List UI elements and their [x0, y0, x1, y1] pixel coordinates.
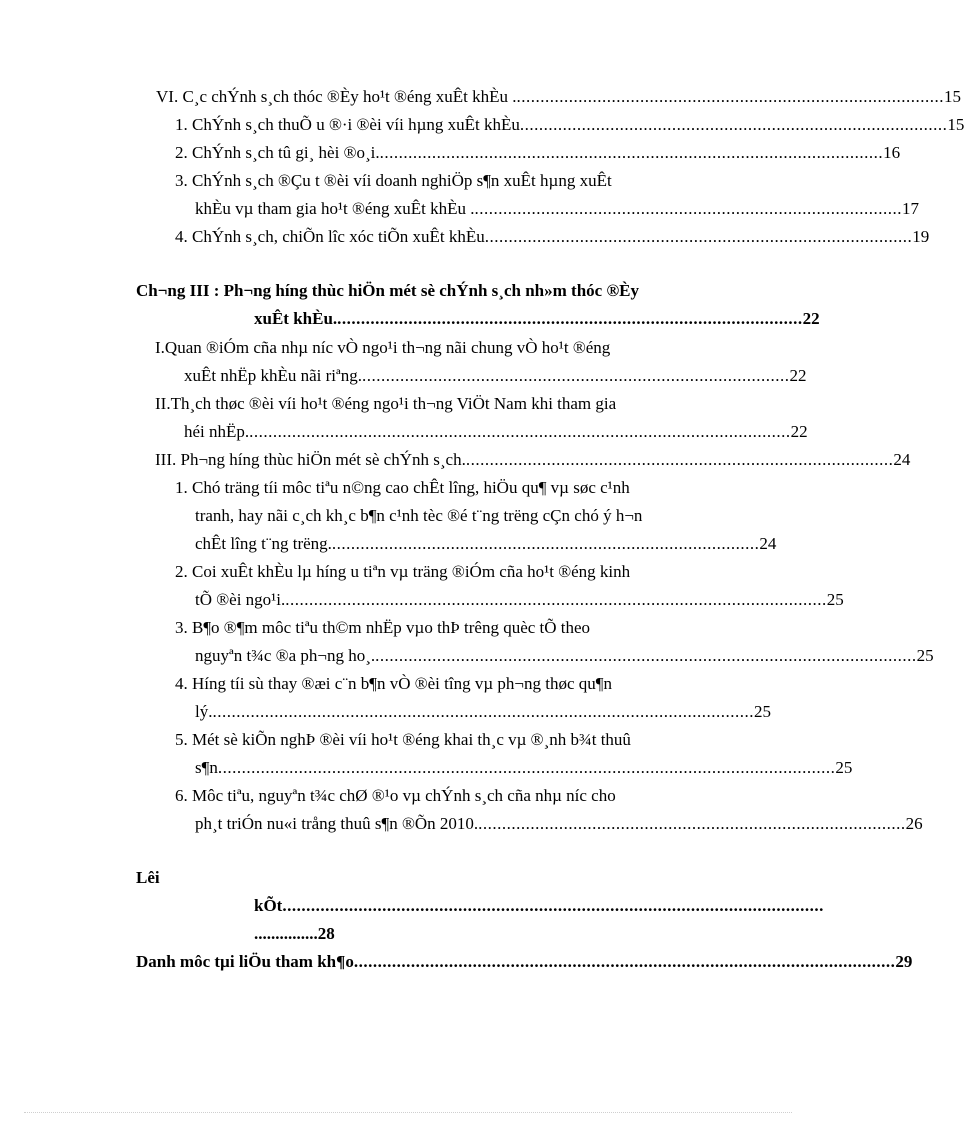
toc-entry-text: III. Ph¬ng híng thùc hiÖn mét sè chÝnh s¸ch.: [155, 450, 466, 469]
toc-item-3-line1[interactable]: [175, 617, 756, 639]
toc-entry-text: Danh môc tµi liÖu tham kh¶o: [136, 952, 354, 971]
toc-conclusion-line2[interactable]: [254, 895, 824, 917]
toc-chapter-3-line1[interactable]: [136, 280, 756, 302]
toc-entry-text: kÕt: [254, 896, 283, 915]
toc-leader-dots: ..........................................................................................: [478, 814, 906, 833]
toc-page-number: 25: [916, 646, 934, 665]
toc-entry-6-3-line2[interactable]: [195, 198, 919, 220]
toc-entry-text: VI. C¸c chÝnh s¸ch thóc ®Èy ho¹t ®éng xuÊt khÈu .: [156, 87, 517, 106]
toc-page-number: 24: [759, 534, 777, 553]
toc-entry-text: Lêi: [136, 868, 160, 887]
toc-entry-3-2-line1[interactable]: [155, 393, 756, 415]
toc-entry-text: I.Quan ®iÓm cña nhµ níc vÒ ngo¹i th¬ng nãi chung vÒ ho¹t ®éng: [155, 338, 611, 357]
toc-page-number: 15: [947, 115, 964, 134]
toc-entry-text: Ch¬ng III : Ph¬ng híng thùc hiÖn mét sè chÝnh s¸ch nh»m thóc ®Èy: [136, 281, 639, 300]
toc-leader-dots: ..................................................................................................................: [212, 702, 754, 721]
toc-entry-text: s¶n: [195, 758, 218, 777]
toc-entry-text: xuÊt khÈu.: [254, 309, 338, 328]
toc-page-number: 17: [901, 199, 919, 218]
toc-leader-dots: ..........................................................................................: [484, 227, 913, 246]
toc-leader-dots: ..................................................................................................................: [249, 422, 791, 441]
toc-item-2-line2[interactable]: [195, 589, 844, 611]
toc-entry-text: nguyªn t¾c ®a ph¬ng ho¸.: [195, 646, 376, 665]
toc-entry-text: 3. B¶o ®¶m môc tiªu th©m nhËp vµo thÞ trêng quèc tÕ theo: [175, 618, 591, 637]
toc-page-number: 22: [790, 422, 808, 441]
toc-entry-text: ph¸t triÓn nu«i trång thuû s¶n ®Õn 2010.: [195, 814, 479, 833]
toc-page-number: 26: [905, 814, 923, 833]
toc-leader-dots: ..................................................................................................................................: [217, 758, 836, 777]
toc-item-5-line1[interactable]: [175, 729, 756, 751]
toc-entry-text: lý.: [195, 702, 213, 721]
toc-item-1-line1[interactable]: [175, 477, 756, 499]
page-bottom-rule: [24, 1112, 792, 1113]
toc-leader-dots: ..................................................................................................: [337, 309, 803, 328]
toc-conclusion-line1[interactable]: [136, 867, 256, 889]
toc-page-number: 22: [789, 366, 807, 385]
toc-entry-3-1-line1[interactable]: [155, 337, 756, 359]
toc-leader-dots: ...............: [254, 924, 318, 943]
toc-entry-text: 2. ChÝnh s¸ch tû gi¸ hèi ®o¸i.: [175, 143, 380, 162]
toc-item-1-line3[interactable]: [195, 533, 777, 555]
toc-page-number: 24: [893, 450, 911, 469]
toc-item-6-line1[interactable]: [175, 785, 756, 807]
toc-item-4-line2[interactable]: [195, 701, 771, 723]
toc-leader-dots: ..........................................................................................: [474, 199, 902, 218]
toc-entry-text: 3. ChÝnh s¸ch ®Çu t ®èi víi doanh nghiÖp s¶n xuÊt hµng xuÊt: [175, 171, 612, 190]
toc-page-number: 22: [802, 309, 820, 328]
toc-entry-text: xuÊt nhËp khÈu nãi riªng.: [184, 366, 362, 385]
toc-entry-text: tranh, hay nãi c¸ch kh¸c b¶n c¹nh tèc ®é t¨ng trëng cÇn chó ý h¬n: [195, 506, 643, 525]
toc-item-5-line2[interactable]: [195, 757, 853, 779]
toc-entry-3-1-line2[interactable]: [184, 365, 807, 387]
toc-page-number: 16: [883, 143, 901, 162]
toc-leader-dots: ..........................................................................................: [361, 366, 790, 385]
toc-entry-3-2-line2[interactable]: [184, 421, 808, 443]
toc-entry-6-3-line1[interactable]: [175, 170, 756, 192]
toc-leader-dots: ..........................................................................................: [331, 534, 760, 553]
toc-page-number: 28: [317, 924, 335, 943]
toc-entry-text: 1. Chó träng tíi môc tiªu n©ng cao chÊt lîng, hiÖu qu¶ vµ søc c¹nh: [175, 478, 630, 497]
toc-entry-section-6[interactable]: [156, 86, 961, 108]
toc-chapter-3-line2[interactable]: [254, 308, 820, 330]
toc-item-3-line2[interactable]: [195, 645, 934, 667]
toc-item-1-line2[interactable]: [195, 505, 756, 527]
toc-entry-3-3[interactable]: [155, 449, 911, 471]
toc-item-2-line1[interactable]: [175, 561, 756, 583]
toc-leader-dots: ..................................................................................................................: [375, 646, 917, 665]
toc-entry-text: 4. Híng tíi sù thay ®æi c¨n b¶n vÒ ®èi tîng vµ ph¬ng thøc qu¶n: [175, 674, 612, 693]
toc-leader-dots: ..........................................................................................: [519, 115, 948, 134]
toc-entry-text: 6. Môc tiªu, nguyªn t¾c chØ ®¹o vµ chÝnh s¸ch cña nhµ níc cho: [175, 786, 616, 805]
toc-entry-text: khÈu vµ tham gia ho¹t ®éng xuÊt khÈu .: [195, 199, 475, 218]
toc-entry-text: 1. ChÝnh s¸ch thuÕ u ®·i ®èi víi hµng xuÊt khÈu: [175, 115, 520, 134]
toc-references[interactable]: [136, 951, 913, 973]
toc-entry-text: 4. ChÝnh s¸ch, chiÕn lîc xóc tiÕn xuÊt khÈu: [175, 227, 485, 246]
toc-leader-dots: ..................................................................................................................: [282, 896, 824, 915]
toc-leader-dots: ..................................................................................................................: [285, 590, 827, 609]
toc-entry-6-4[interactable]: [175, 226, 930, 248]
toc-item-6-line2[interactable]: [195, 813, 923, 835]
toc-leader-dots: ..........................................................................................: [465, 450, 894, 469]
toc-page-number: 15: [943, 87, 961, 106]
toc-entry-text: héi nhËp.: [184, 422, 250, 441]
toc-entry-6-2[interactable]: [175, 142, 901, 164]
toc-entry-text: chÊt lîng t¨ng trëng.: [195, 534, 332, 553]
toc-entry-text: tÕ ®èi ngo¹i.: [195, 590, 286, 609]
toc-leader-dots: ..........................................................................................................: [379, 143, 884, 162]
toc-item-4-line1[interactable]: [175, 673, 756, 695]
toc-page-number: 29: [895, 952, 913, 971]
toc-page-number: 25: [835, 758, 853, 777]
toc-conclusion-line3[interactable]: [254, 923, 414, 945]
toc-page-number: 25: [753, 702, 771, 721]
toc-page-number: 25: [826, 590, 844, 609]
toc-entry-text: 2. Coi xuÊt khÈu lµ híng u tiªn vµ träng ®iÓm cña ho¹t ®éng kinh: [175, 562, 631, 581]
toc-entry-6-1[interactable]: [175, 114, 964, 136]
toc-leader-dots: ..........................................................................................: [516, 87, 944, 106]
toc-entry-text: II.Th¸ch thøc ®èi víi ho¹t ®éng ngo¹i th¬ng ViÖt Nam khi tham gia: [155, 394, 617, 413]
toc-page-number: 19: [912, 227, 930, 246]
toc-leader-dots: ..................................................................................................................: [353, 952, 896, 971]
toc-entry-text: 5. Mét sè kiÕn nghÞ ®èi víi ho¹t ®éng khai th¸c vµ ®¸nh b¾t thuû: [175, 730, 631, 749]
